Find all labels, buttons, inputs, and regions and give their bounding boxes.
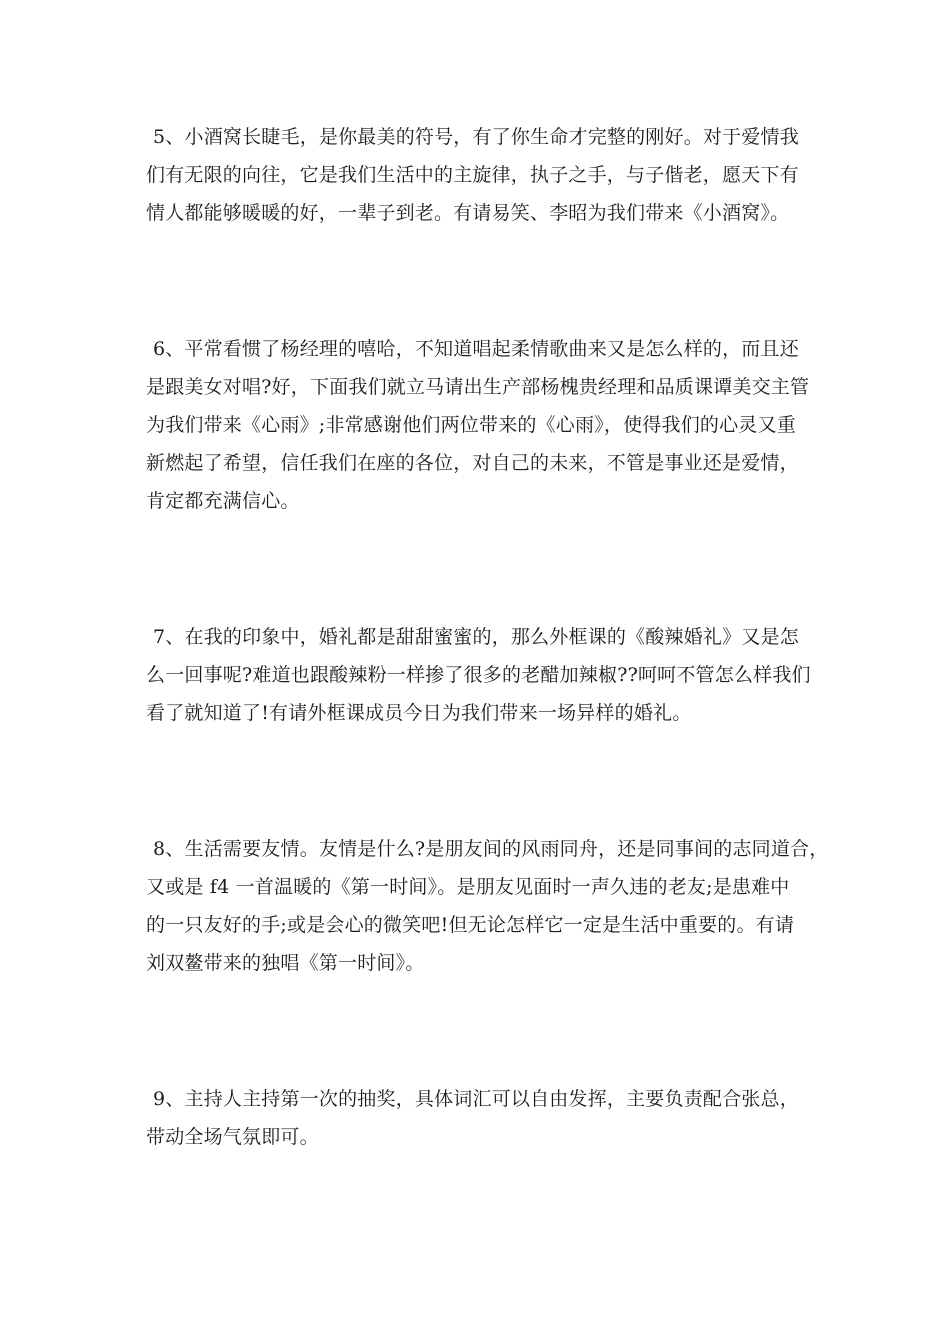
paragraph-line: 又或是 f4 一首温暖的《第一时间》。是朋友见面时一声久违的老友;是患难中 xyxy=(146,876,790,898)
paragraph-9 xyxy=(146,1080,836,1156)
paragraph-8 xyxy=(146,830,836,982)
paragraph-line: 为我们带来《心雨》;非常感谢他们两位带来的《心雨》，使得我们的心灵又重 xyxy=(146,414,796,436)
paragraph-line: 7、在我的印象中，婚礼都是甜甜蜜蜜的，那么外框课的《酸辣婚礼》又是怎 xyxy=(153,626,799,648)
paragraph-line: 8、生活需要友情。友情是什么?是朋友间的风雨同舟，还是同事间的志同道合， xyxy=(153,838,829,860)
paragraph-line: 的一只友好的手;或是会心的微笑吧!但无论怎样它一定是生活中重要的。有请 xyxy=(146,914,795,936)
paragraph-line: 情人都能够暖暖的好，一辈子到老。有请易笑、李昭为我们带来《小酒窝》。 xyxy=(146,202,790,224)
paragraph-line: 6、平常看惯了杨经理的嘻哈，不知道唱起柔情歌曲来又是怎么样的，而且还 xyxy=(153,338,799,360)
paragraph-line: 是跟美女对唱?好，下面我们就立马请出生产部杨槐贵经理和品质课谭美交主管 xyxy=(146,376,810,398)
paragraph-line: 么一回事呢?难道也跟酸辣粉一样掺了很多的老醋加辣椒??呵呵不管怎么样我们 xyxy=(146,664,811,686)
paragraph-line: 肯定都充满信心。 xyxy=(146,490,300,512)
paragraph-line: 带动全场气氛即可。 xyxy=(146,1126,319,1148)
paragraph-line: 新燃起了希望，信任我们在座的各位，对自己的未来，不管是事业还是爱情， xyxy=(146,452,799,474)
paragraph-6 xyxy=(146,330,836,520)
paragraph-line: 看了就知道了!有请外框课成员今日为我们带来一场异样的婚礼。 xyxy=(146,702,692,724)
paragraph-line: 9、主持人主持第一次的抽奖，具体词汇可以自由发挥，主要负责配合张总， xyxy=(153,1088,799,1110)
paragraph-line: 们有无限的向往，它是我们生活中的主旋律，执子之手，与子偕老，愿天下有 xyxy=(146,164,799,186)
paragraph-line: 5、小酒窝长睫毛，是你最美的符号，有了你生命才完整的刚好。对于爱情我 xyxy=(153,126,799,148)
paragraph-5 xyxy=(146,118,836,232)
paragraph-line: 刘双鳌带来的独唱《第一时间》。 xyxy=(146,952,425,974)
paragraph-7 xyxy=(146,618,836,732)
